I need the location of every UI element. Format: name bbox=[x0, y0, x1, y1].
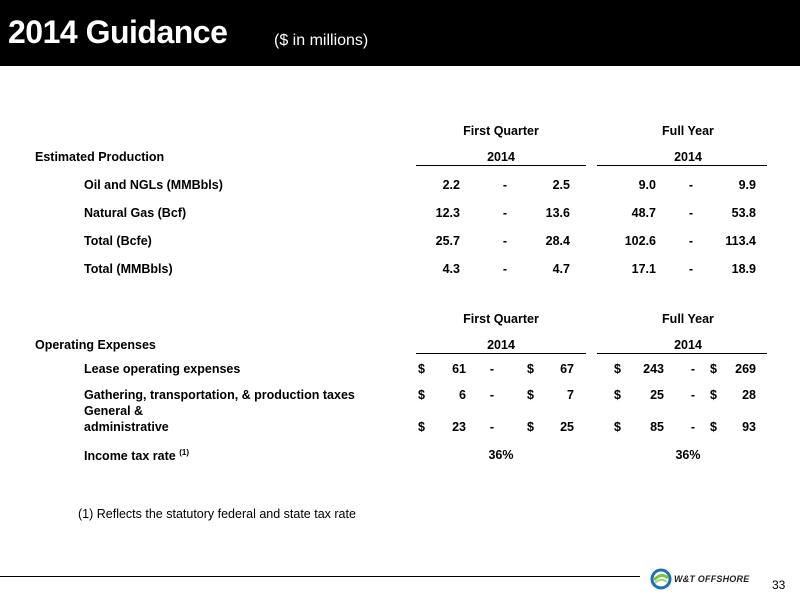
q-high: 25 bbox=[560, 420, 574, 434]
row-label: Lease operating expenses bbox=[84, 362, 241, 376]
divider-full-year bbox=[597, 165, 767, 166]
q-low: 23 bbox=[452, 420, 466, 434]
currency-symbol: $ bbox=[418, 388, 425, 402]
fy-sep: - bbox=[688, 178, 694, 192]
currency-symbol: $ bbox=[418, 362, 425, 376]
fy-low: 102.6 bbox=[624, 234, 656, 248]
col-header-first-quarter: First Quarter bbox=[463, 312, 539, 326]
fy-low: 17.1 bbox=[631, 262, 656, 276]
currency-symbol: $ bbox=[614, 420, 621, 434]
logo-text: W&T OFFSHORE bbox=[674, 574, 750, 584]
year-first-quarter: 2014 bbox=[487, 150, 515, 164]
q-low: 12.3 bbox=[435, 206, 460, 220]
row-label: Natural Gas (Bcf) bbox=[84, 206, 187, 220]
company-logo bbox=[650, 568, 760, 592]
fy-high: 18.9 bbox=[731, 262, 756, 276]
year-full-year: 2014 bbox=[674, 150, 702, 164]
q-sep: - bbox=[502, 206, 508, 220]
col-header-full-year: Full Year bbox=[662, 312, 714, 326]
row-label-line2: administrative bbox=[84, 420, 169, 434]
row-label-line1: General & bbox=[84, 404, 144, 418]
tax-label: Income tax rate bbox=[84, 449, 176, 463]
currency-symbol: $ bbox=[527, 388, 534, 402]
row-label: Oil and NGLs (MMBbls) bbox=[84, 178, 223, 192]
year-first-quarter: 2014 bbox=[487, 338, 515, 352]
q-low: 25.7 bbox=[435, 234, 460, 248]
q-high: 7 bbox=[567, 388, 574, 402]
fy-sep: - bbox=[690, 420, 696, 434]
row-label: Gathering, transportation, & production taxes bbox=[84, 388, 355, 402]
fy-sep: - bbox=[690, 362, 696, 376]
q-high: 28.4 bbox=[545, 234, 570, 248]
currency-symbol: $ bbox=[614, 388, 621, 402]
fy-low: 85 bbox=[650, 420, 664, 434]
page-title: 2014 Guidance bbox=[8, 14, 228, 50]
divider-full-year bbox=[597, 353, 767, 354]
fy-low: 48.7 bbox=[631, 206, 656, 220]
footnote: (1) Reflects the statutory federal and state tax rate bbox=[78, 507, 356, 521]
fy-low: 25 bbox=[650, 388, 664, 402]
fy-sep: - bbox=[690, 388, 696, 402]
currency-symbol: $ bbox=[614, 362, 621, 376]
row-label: Total (MMBbls) bbox=[84, 262, 173, 276]
section-label-opex: Operating Expenses bbox=[35, 338, 156, 352]
currency-symbol: $ bbox=[710, 362, 717, 376]
footer-divider bbox=[0, 576, 640, 577]
q-sep: - bbox=[489, 420, 495, 434]
q-low: 2.2 bbox=[442, 178, 460, 192]
fy-sep: - bbox=[688, 234, 694, 248]
swirl-logo-icon bbox=[650, 568, 672, 590]
q-high: 67 bbox=[560, 362, 574, 376]
row-label-tax bbox=[84, 448, 189, 463]
fy-high: 53.8 bbox=[731, 206, 756, 220]
fy-high: 28 bbox=[742, 388, 756, 402]
row-label: Total (Bcfe) bbox=[84, 234, 152, 248]
section-label-production: Estimated Production bbox=[35, 150, 165, 164]
tax-fy-value: 36% bbox=[675, 448, 701, 462]
q-sep: - bbox=[489, 362, 495, 376]
tax-q-value: 36% bbox=[488, 448, 514, 462]
currency-symbol: $ bbox=[527, 420, 534, 434]
q-high: 2.5 bbox=[552, 178, 570, 192]
q-low: 4.3 bbox=[442, 262, 460, 276]
divider-first-quarter bbox=[416, 165, 586, 166]
fy-high: 269 bbox=[735, 362, 756, 376]
currency-symbol: $ bbox=[527, 362, 534, 376]
q-low: 61 bbox=[452, 362, 466, 376]
currency-symbol: $ bbox=[710, 388, 717, 402]
col-header-first-quarter: First Quarter bbox=[463, 124, 539, 138]
year-full-year: 2014 bbox=[674, 338, 702, 352]
fy-sep: - bbox=[688, 262, 694, 276]
q-sep: - bbox=[502, 178, 508, 192]
currency-symbol: $ bbox=[710, 420, 717, 434]
fy-high: 9.9 bbox=[738, 178, 756, 192]
q-sep: - bbox=[502, 234, 508, 248]
q-high: 4.7 bbox=[552, 262, 570, 276]
page-subtitle: ($ in millions) bbox=[274, 32, 369, 49]
page-number: 33 bbox=[772, 578, 786, 592]
q-sep: - bbox=[489, 388, 495, 402]
col-header-full-year: Full Year bbox=[662, 124, 714, 138]
q-high: 13.6 bbox=[545, 206, 570, 220]
divider-first-quarter bbox=[416, 353, 586, 354]
q-low: 6 bbox=[459, 388, 466, 402]
title-bar bbox=[0, 0, 800, 66]
fy-high: 113.4 bbox=[725, 234, 756, 248]
q-sep: - bbox=[502, 262, 508, 276]
fy-sep: - bbox=[688, 206, 694, 220]
fy-low: 9.0 bbox=[638, 178, 656, 192]
footnote-marker: (1) bbox=[179, 448, 189, 457]
fy-low: 243 bbox=[643, 362, 664, 376]
currency-symbol: $ bbox=[418, 420, 425, 434]
fy-high: 93 bbox=[742, 420, 756, 434]
